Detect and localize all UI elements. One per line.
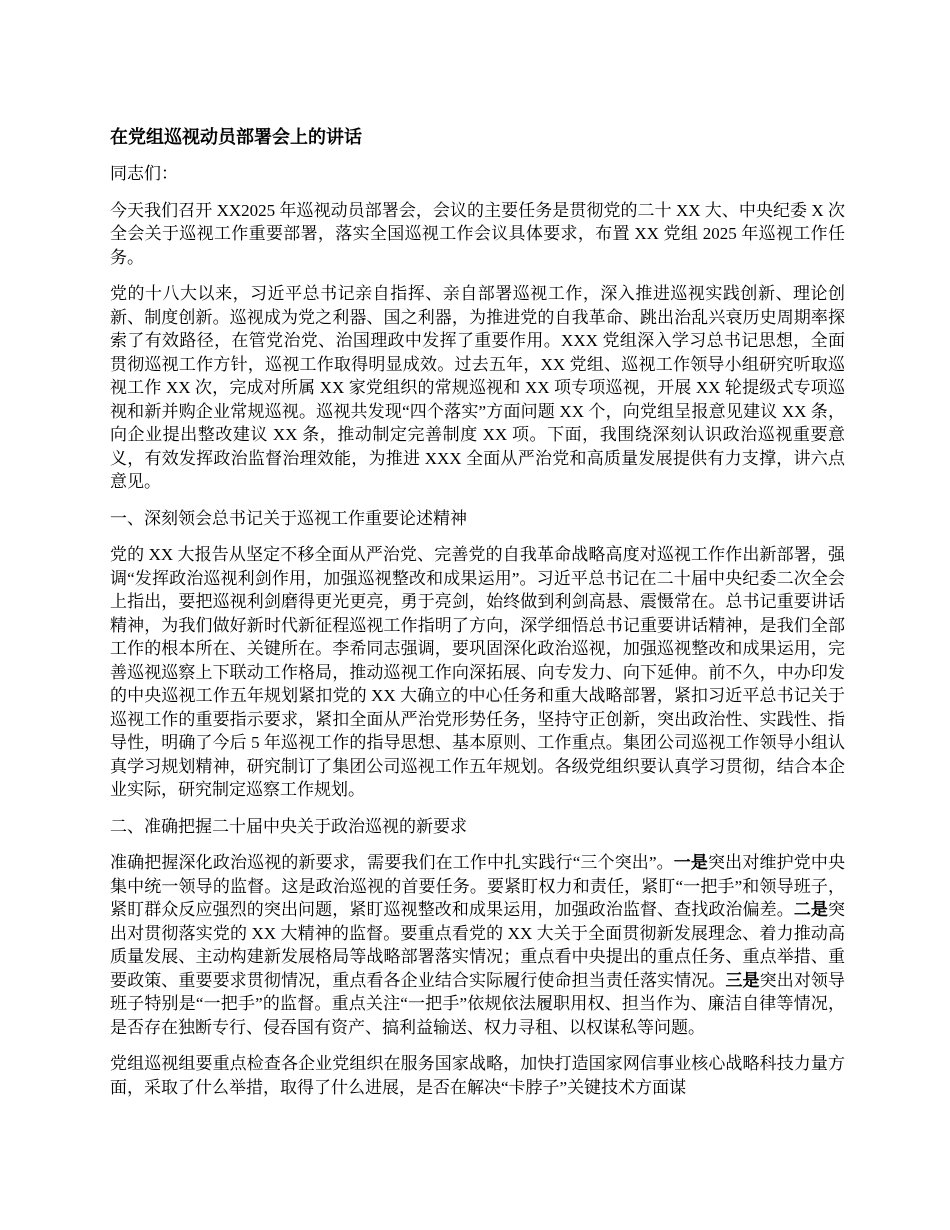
point-2-text: 突出对贯彻落实党的 XX 大精神的监督。要重点看党的 XX 大关于全面贯彻新发展理念、着力推动高质量发展、主动构建新发展格局等战略部署落实情况；重点看中央提出的重点任务、重点举措、重要政策、重要要求贯彻情况，重点看各企业结合实际履行使命担当责任落实情况。 xyxy=(110,900,846,990)
section-1-heading: 一、深刻领会总书记关于巡视工作重要论述精神 xyxy=(110,508,467,528)
section-2-heading: 二、准确把握二十届中央关于政治巡视的新要求 xyxy=(110,816,467,836)
paragraph-inspection-focus: 党组巡视组要重点检查各企业党组织在服务国家战略，加快打造国家网信事业核心战略科技力量方面，采取了什么举措，取得了什么进展，是否在解决“卡脖子”关键技术方面谋 xyxy=(110,1054,845,1097)
salutation: 同志们： xyxy=(110,164,178,183)
document-title: 在党组巡视动员部署会上的讲话 xyxy=(110,127,362,147)
section-2-paragraph xyxy=(110,851,845,1039)
paragraph-opening: 今天我们召开 XX2025 年巡视动员部署会，会议的主要任务是贯彻党的二十 XX 大、中央纪委 X 次全会关于巡视工作重要部署，落实全国巡视工作会议具体要求，布置 XX 党组 2025 年巡视工作任务。 xyxy=(110,200,845,267)
point-3-label: 三是 xyxy=(725,970,760,990)
point-1-text: 突出对维护党中央集中统一领导的监督。这是政治巡视的首要任务。要紧盯权力和责任，紧盯“一把手”和领导班子，紧盯群众反应强烈的突出问题，紧盯巡视整改和成果运用，加强政治监督、查找政治偏差。 xyxy=(110,853,846,919)
point-1-label: 一是 xyxy=(673,853,709,872)
section-1-paragraph: 党的 XX 大报告从坚定不移全面从严治党、完善党的自我革命战略高度对巡视工作作出新部署，强调“发挥政治巡视利剑作用，加强巡视整改和成果运用”。习近平总书记在二十届中央纪委二次全会上指出，要把巡视利剑磨得更光更亮，勇于亮剑，始终做到利剑高悬、震慑常在。总书记重要讲话精神，为我们做好新时代新征程巡视工作指明了方向，深学细悟总书记重要讲话精神，是我们全部工作的根本所在、关键所在。李希同志强调，要巩固深化政治巡视，加强巡视整改和成果运用，完善巡视巡察上下联动工作格局，推动巡视工作向深拓展、向专发力、向下延伸。前不久，中办印发的中央巡视工作五年规划紧扣党的 XX 大确立的中心任务和重大战略部署，紧扣习近平总书记关于巡视工作的重要指示要求，紧扣全面从严治党形势任务，坚持守正创新，突出政治性、实践性、指导性，明确了今后 5 年巡视工作的指导思想、基本原则、工作重点。集团公司巡视工作领导小组认真学习规划精神，研究制订了集团公司巡视工作五年规划。各级党组织要认真学习贯彻，结合本企业实际，研究制定巡察工作规划。 xyxy=(110,545,845,799)
section-2-intro: 准确把握深化政治巡视的新要求，需要我们在工作中扎实践行“三个突出”。 xyxy=(110,853,674,872)
point-3-text: 突出对领导班子特别是“一把手”的监督。重点关注“一把手”依规依法履职用权、担当作为、廉洁自律等情况，是否存在独断专行、侵吞国有资产、搞利益输送、权力寻租、以权谋私等问题。 xyxy=(110,970,846,1037)
point-2-label: 二是 xyxy=(793,900,829,919)
paragraph-review: 党的十八大以来，习近平总书记亲自指挥、亲自部署巡视工作，深入推进巡视实践创新、理论创新、制度创新。巡视成为党之利器、国之利器，为推进党的自我革命、跳出治乱兴衰历史周期率探索了有效路径，在管党治党、治国理政中发挥了重要作用。XXX 党组深入学习总书记思想，全面贯彻巡视工作方针，巡视工作取得明显成效。过去五年，XX 党组、巡视工作领导小组研究听取巡视工作 XX 次，完成对所属 XX 家党组织的常规巡视和 XX 项专项巡视，开展 XX 轮提级式专项巡视和新并购企业常规巡视。巡视共发现“四个落实”方面问题 XX 个，向党组呈报意见建议 XX 条，向企业提出整改建议 XX 条，推动制定完善制度 XX 项。下面，我围绕深刻认识政治巡视重要意义，有效发挥政治监督治理效能，为推进 XXX 全面从严治党和高质量发展提供有力支撑，讲六点意见。 xyxy=(110,284,845,491)
